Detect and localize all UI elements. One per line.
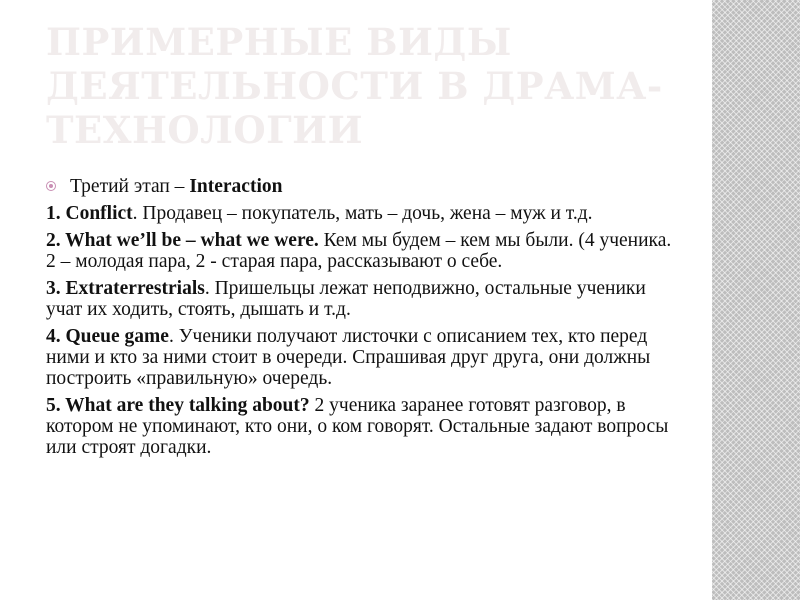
decorative-side-stripe [712, 0, 800, 600]
activity-item-text: Кем мы будем – кем мы были. (4 ученика. 2 – молодая пара, 2 - старая пара, рассказывают о себе. [46, 230, 672, 272]
activity-item-2 [46, 230, 684, 272]
activity-item-title: 3. Extraterrestrials [46, 278, 205, 299]
activity-item-3 [46, 278, 684, 320]
stage-bullet [46, 176, 684, 197]
activity-item-text: . Пришельцы лежат неподвижно, остальные ученики учат их ходить, стоять, дышать и т.д. [46, 278, 646, 320]
stage-prefix: Третий этап – [70, 176, 190, 197]
activity-item-title: 1. Conflict [46, 203, 133, 224]
activity-item-title: 4. Queue game [46, 326, 169, 347]
activity-item-5 [46, 395, 684, 458]
activity-item-1 [46, 203, 684, 224]
activity-item-text: . Ученики получают листочки с описанием тех, кто перед ними и кто за ними стоит в очереди. Спрашивая друг друга, они должны построить «правильную» очередь. [46, 326, 651, 389]
bullet-circle-icon [46, 181, 56, 191]
activity-item-4 [46, 326, 684, 389]
activity-item-text: . Продавец – покупатель, мать – дочь, жена – муж и т.д. [132, 203, 593, 224]
slide-title: ПРИМЕРНЫЕ ВИДЫ ДЕЯТЕЛЬНОСТИ В ДРАМА-ТЕХНОЛОГИИ [46, 20, 663, 152]
activity-item-text: 2 ученика заранее готовят разговор, в котором не упоминают, кто они, о ком говорят. Остальные задают вопросы или строят догадки. [46, 395, 669, 458]
slide-content [46, 176, 684, 464]
stage-name: Interaction [189, 176, 283, 197]
activity-item-title: 2. What we’ll be – what we were. [46, 230, 319, 251]
activity-item-title: 5. What are they talking about? [46, 395, 310, 416]
